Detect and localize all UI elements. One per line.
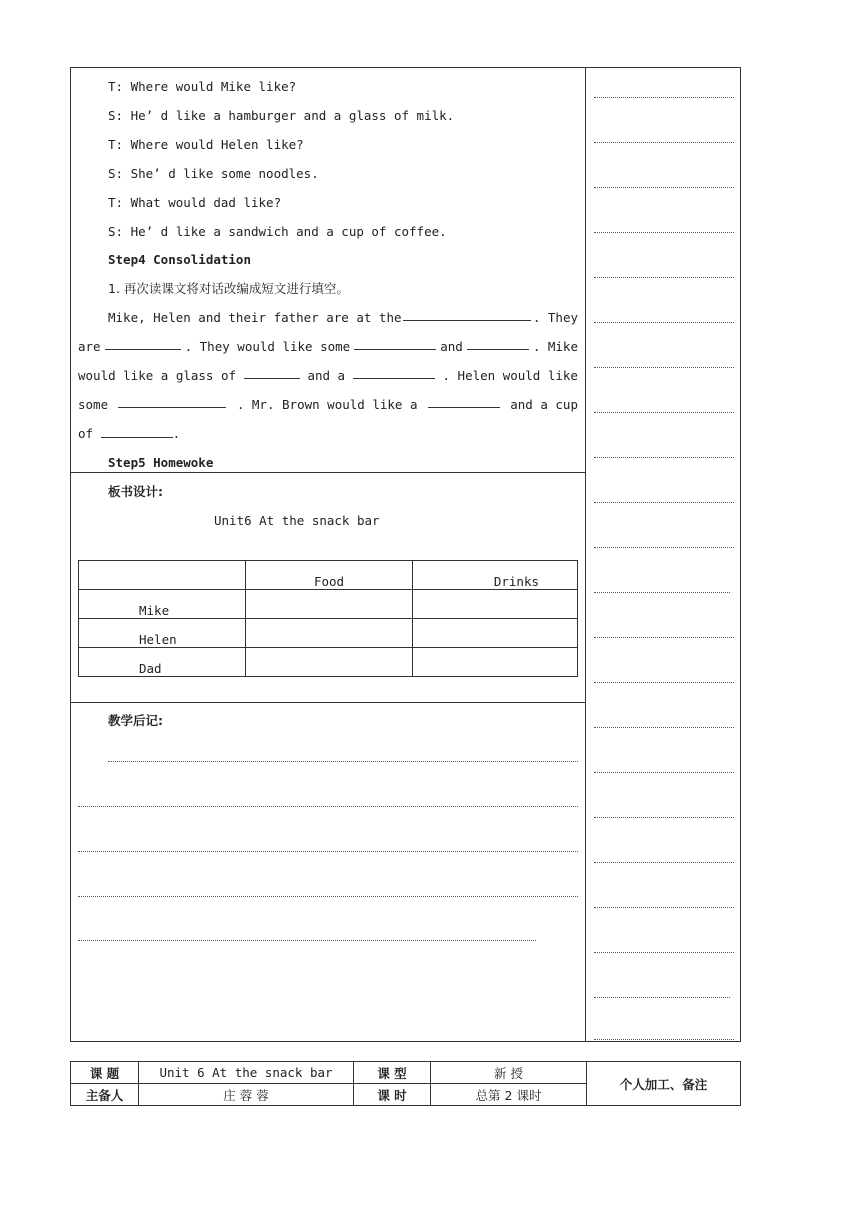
table-header-cell <box>79 561 246 590</box>
blank-food-5[interactable] <box>428 397 500 408</box>
margin-note-line[interactable] <box>594 862 734 863</box>
step5-heading: Step5 Homewoke <box>108 455 214 470</box>
margin-note-line[interactable] <box>594 1039 734 1040</box>
passage-text: . <box>172 426 181 441</box>
margin-divider <box>585 67 586 1042</box>
table-cell <box>246 590 413 619</box>
passage-text: and a cup <box>510 397 578 412</box>
margin-note-line[interactable] <box>594 592 730 593</box>
margin-note-line[interactable] <box>594 277 734 278</box>
margin-note-line[interactable] <box>594 142 734 143</box>
notes-line[interactable] <box>78 806 578 807</box>
table-row <box>79 648 578 677</box>
passage-text: . Mr. Brown would like a <box>236 397 418 412</box>
topic-label: 课 题 <box>71 1062 139 1084</box>
margin-note-line[interactable] <box>594 682 734 683</box>
table-cell <box>246 619 413 648</box>
blank-place[interactable] <box>403 310 531 321</box>
board-heading: 板书设计: <box>108 484 163 499</box>
margin-note-line[interactable] <box>594 502 734 503</box>
period-value: 总第 2 课时 <box>431 1084 587 1106</box>
blank-food-3[interactable] <box>353 368 435 379</box>
dialogue-line-1: T: Where would Mike like? <box>108 79 297 94</box>
table-row <box>79 590 578 619</box>
author-value: 庄 蓉 蓉 <box>139 1084 354 1106</box>
margin-note-line[interactable] <box>594 547 734 548</box>
dialogue-line-4: S: She’ d like some noodles. <box>108 166 319 181</box>
step4-heading: Step4 Consolidation <box>108 252 251 267</box>
dialogue-line-2: S: He’ d like a hamburger and a glass of milk. <box>108 108 455 123</box>
blank-place[interactable] <box>105 339 181 350</box>
margin-note-line[interactable] <box>594 187 734 188</box>
margin-note-line[interactable] <box>594 727 734 728</box>
passage-text: are <box>78 339 101 354</box>
notes-line[interactable] <box>78 940 536 941</box>
table-cell <box>413 590 578 619</box>
type-label: 课 型 <box>354 1062 431 1084</box>
margin-note-line[interactable] <box>594 457 734 458</box>
margin-note-line[interactable] <box>594 232 734 233</box>
notes-line[interactable] <box>108 761 578 762</box>
notes-heading: 教学后记: <box>108 713 163 728</box>
passage-text: . Helen would like <box>442 368 578 383</box>
passage-line-4 <box>78 397 578 413</box>
passage-text: . They <box>532 310 578 325</box>
margin-note-line[interactable] <box>594 367 734 368</box>
margin-note-line[interactable] <box>594 637 734 638</box>
section-divider <box>70 702 586 703</box>
margin-note-line[interactable] <box>594 412 734 413</box>
notes-line[interactable] <box>78 896 578 897</box>
table-cell <box>246 648 413 677</box>
passage-text: of <box>78 426 94 441</box>
passage-line-5 <box>78 426 180 442</box>
table-row-label: Helen <box>79 619 246 648</box>
personal-notes-label: 个人加工、备注 <box>587 1062 741 1106</box>
margin-note-line[interactable] <box>594 322 734 323</box>
table-row-label: Dad <box>79 648 246 677</box>
period-label: 课 时 <box>354 1084 431 1106</box>
passage-text: Mike, Helen and their father are at the <box>108 310 402 325</box>
table-header-cell: Food <box>246 561 413 590</box>
table-row <box>79 619 578 648</box>
table-row-label: Mike <box>79 590 246 619</box>
board-table <box>78 560 578 677</box>
blank-drink-2[interactable] <box>101 427 173 438</box>
margin-note-line[interactable] <box>594 817 734 818</box>
margin-note-line[interactable] <box>594 952 734 953</box>
passage-line-3 <box>78 368 578 384</box>
table-row <box>79 561 578 590</box>
margin-note-line[interactable] <box>594 97 734 98</box>
notes-line[interactable] <box>78 851 578 852</box>
type-value: 新 授 <box>431 1062 587 1084</box>
board-title: Unit6 At the snack bar <box>214 513 380 528</box>
table-row <box>71 1062 741 1084</box>
passage-line-2 <box>78 339 578 355</box>
dialogue-line-5: T: What would dad like? <box>108 195 282 210</box>
passage-text: some <box>78 397 109 412</box>
section-divider <box>70 472 586 473</box>
passage-text: . They would like some <box>184 339 351 354</box>
step4-instruction: 1. 再次读课文将对话改编成短文进行填空。 <box>108 281 349 296</box>
blank-food-1[interactable] <box>354 339 436 350</box>
passage-line-1 <box>78 310 578 326</box>
margin-note-line[interactable] <box>594 772 734 773</box>
margin-note-line[interactable] <box>594 907 734 908</box>
dialogue-line-6: S: He’ d like a sandwich and a cup of coffee. <box>108 224 447 239</box>
margin-note-line[interactable] <box>594 997 730 998</box>
topic-value: Unit 6 At the snack bar <box>139 1062 354 1084</box>
passage-text: and <box>440 339 463 354</box>
blank-drink[interactable] <box>244 368 300 379</box>
lesson-info-table <box>70 1061 741 1106</box>
dialogue-line-3: T: Where would Helen like? <box>108 137 304 152</box>
passage-text: and a <box>307 368 346 383</box>
blank-food-2[interactable] <box>467 339 529 350</box>
table-cell <box>413 648 578 677</box>
passage-text: would like a glass of <box>78 368 237 383</box>
passage-text: . Mike <box>532 339 578 354</box>
author-label: 主备人 <box>71 1084 139 1106</box>
blank-food-4[interactable] <box>118 397 226 408</box>
table-header-cell: Drinks <box>413 561 578 590</box>
table-cell <box>413 619 578 648</box>
